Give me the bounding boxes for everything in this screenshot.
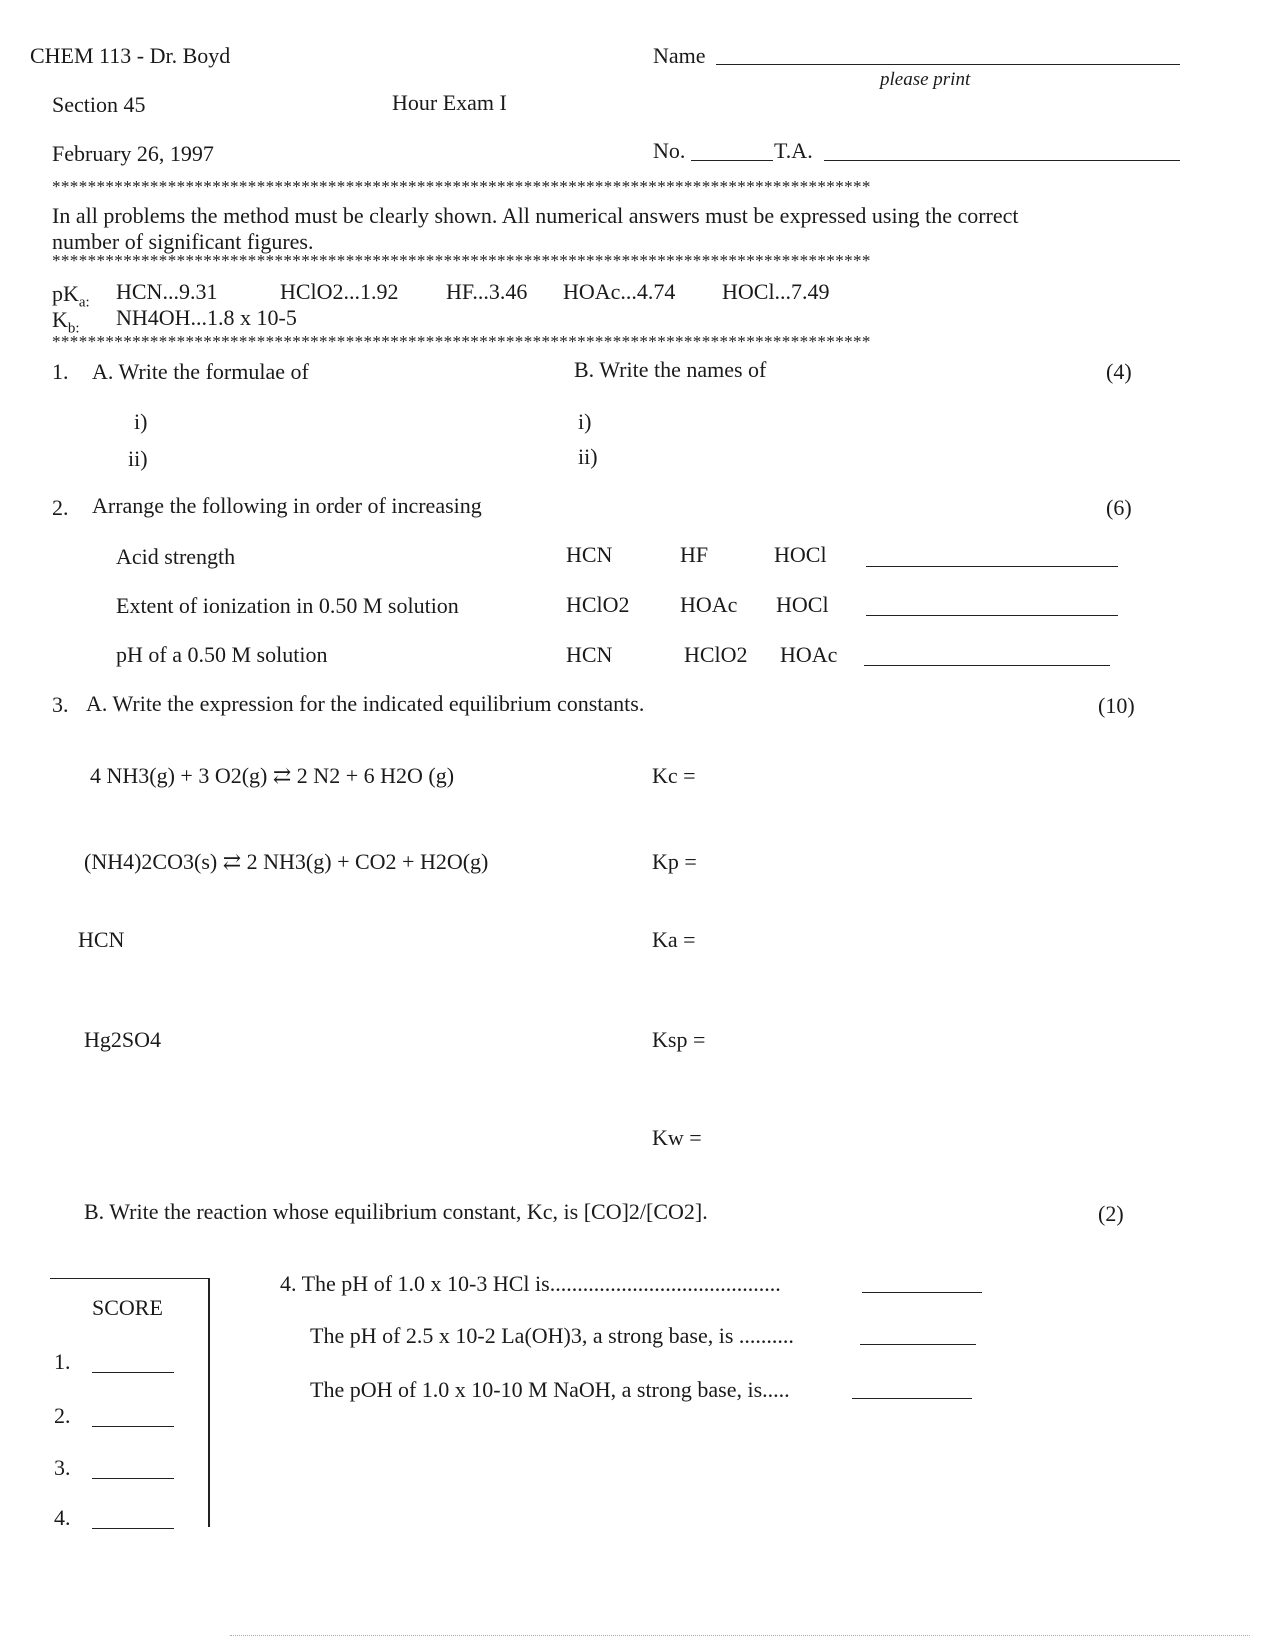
exam-title: Hour Exam I — [392, 90, 507, 115]
q1-b-item-i: i) — [578, 409, 592, 434]
q2-row-label: pH of a 0.50 M solution — [116, 642, 328, 667]
number-field[interactable] — [691, 160, 773, 161]
q2-row-item: HOCl — [774, 542, 827, 567]
pka-hcn: HCN...9.31 — [116, 279, 218, 304]
pka-hocl: HOCl...7.49 — [722, 279, 830, 304]
q4-answer-line[interactable] — [862, 1292, 982, 1293]
q2-row-item: HOAc — [780, 642, 838, 667]
q2-row-item: HClO2 — [566, 592, 630, 617]
score-field[interactable] — [92, 1426, 174, 1427]
score-item-label: 3. — [54, 1455, 71, 1480]
q2-row-label: Acid strength — [116, 544, 236, 569]
kb-value: NH4OH...1.8 x 10-5 — [116, 305, 297, 330]
score-field[interactable] — [92, 1372, 174, 1373]
please-print-note: please print — [880, 69, 971, 90]
instructions-line1: In all problems the method must be clearly shown. All numerical answers must be expressed using the correct — [52, 203, 1019, 228]
ta-field[interactable] — [824, 160, 1180, 161]
q1-a-item-i: i) — [134, 409, 148, 434]
score-item-label: 1. — [54, 1349, 71, 1374]
q1-number: 1. — [52, 359, 69, 384]
q3-constant: Ka = — [652, 927, 696, 952]
separator: ******************************************************************************************** — [52, 178, 871, 195]
q3-reaction: Hg2SO4 — [84, 1027, 162, 1052]
q3-reaction: 4 NH3(g) + 3 O2(g) ⇄ 2 N2 + 6 H2O (g) — [90, 763, 455, 788]
q2-row-item: HCN — [566, 542, 613, 567]
ta-label: T.A. — [774, 138, 813, 163]
q2-row-item: HOCl — [776, 592, 829, 617]
q3-constant: Ksp = — [652, 1027, 706, 1052]
q4-line: The pH of 2.5 x 10-2 La(OH)3, a strong base, is .......... — [310, 1323, 794, 1348]
number-label: No. — [653, 138, 686, 163]
q3-points: (10) — [1098, 693, 1135, 718]
score-title: SCORE — [92, 1295, 163, 1320]
q3-prompt: A. Write the expression for the indicated equilibrium constants. — [86, 691, 645, 716]
exam-date: February 26, 1997 — [52, 141, 214, 166]
q2-row-item: HOAc — [680, 592, 738, 617]
q3-constant: Kc = — [652, 763, 696, 788]
score-field[interactable] — [92, 1528, 174, 1529]
q1-points: (4) — [1106, 359, 1132, 384]
q2-prompt: Arrange the following in order of increasing — [92, 493, 482, 518]
pka-hclo2: HClO2...1.92 — [280, 279, 399, 304]
q2-number: 2. — [52, 495, 69, 520]
q2-answer-line[interactable] — [866, 566, 1118, 567]
q3-constant: Kp = — [652, 849, 697, 874]
pka-label: $pK_{a:}$ — [52, 281, 90, 311]
score-item-label: 2. — [54, 1403, 71, 1428]
score-item-label: 4. — [54, 1505, 71, 1530]
q4-line: The pOH of 1.0 x 10-10 M NaOH, a strong base, is..... — [310, 1377, 790, 1402]
q2-row-item: HF — [680, 542, 709, 567]
q2-row-item: HCN — [566, 642, 613, 667]
q2-points: (6) — [1106, 495, 1132, 520]
q3-part-b: B. Write the reaction whose equilibrium constant, Kc, is [CO]2/[CO2]. — [84, 1199, 708, 1224]
q4-answer-line[interactable] — [852, 1398, 972, 1399]
separator: ******************************************************************************************** — [52, 333, 871, 350]
kb-label: $K_{b:}$ — [52, 307, 80, 337]
q2-row-item: HClO2 — [684, 642, 748, 667]
q3-constant: Kw = — [652, 1125, 702, 1150]
name-field[interactable] — [716, 64, 1180, 65]
q3-reaction: (NH4)2CO3(s) ⇄ 2 NH3(g) + CO2 + H2O(g) — [84, 849, 489, 874]
q1-part-b: B. Write the names of — [574, 357, 767, 382]
course-title: CHEM 113 - Dr. Boyd — [30, 43, 231, 68]
q4-line: 4. The pH of 1.0 x 10-3 HCl is.......................................... — [280, 1271, 781, 1296]
q3-reaction: HCN — [78, 927, 125, 952]
scan-artifact — [230, 1635, 1250, 1636]
pka-hf: HF...3.46 — [446, 279, 528, 304]
q3-part-b-points: (2) — [1098, 1201, 1124, 1226]
q3-number: 3. — [52, 692, 69, 717]
name-label: Name — [653, 43, 706, 68]
q2-answer-line[interactable] — [866, 615, 1118, 616]
q2-answer-line[interactable] — [864, 665, 1110, 666]
q1-b-item-ii: ii) — [578, 444, 598, 469]
q1-part-a: A. Write the formulae of — [92, 359, 309, 384]
q1-a-item-ii: ii) — [128, 446, 148, 471]
section-label: Section 45 — [52, 92, 146, 117]
q4-answer-line[interactable] — [860, 1344, 976, 1345]
q2-row-label: Extent of ionization in 0.50 M solution — [116, 593, 459, 618]
score-field[interactable] — [92, 1478, 174, 1479]
instructions-line2: number of significant figures. — [52, 229, 314, 254]
pka-hoac: HOAc...4.74 — [563, 279, 676, 304]
separator: ******************************************************************************************** — [52, 252, 871, 269]
